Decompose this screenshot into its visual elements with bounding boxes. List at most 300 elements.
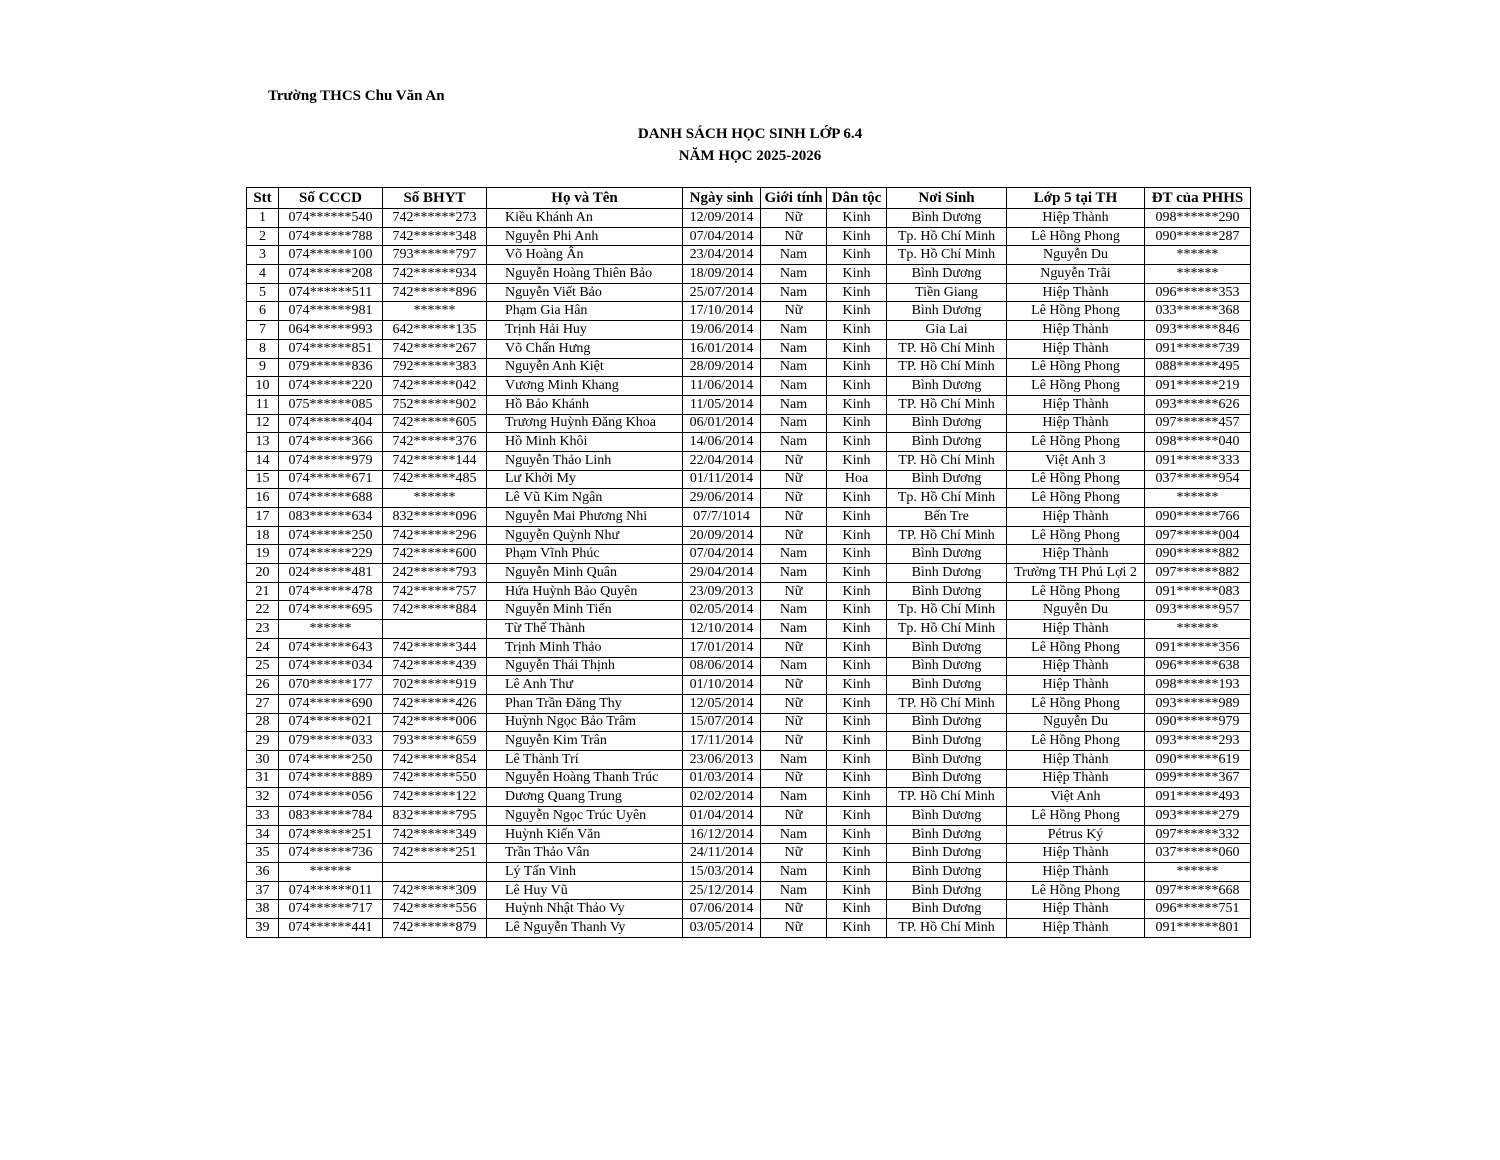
cell-gender: Nữ — [761, 694, 827, 713]
cell-gender: Nữ — [761, 919, 827, 938]
table-row — [247, 863, 1251, 882]
cell-bhyt: 742******896 — [383, 283, 487, 302]
cell-ethnicity: Kinh — [827, 414, 887, 433]
cell-birthplace: Bình Dương — [887, 657, 1007, 676]
cell-gender: Nam — [761, 321, 827, 340]
cell-parent-phone: 093******989 — [1145, 694, 1251, 713]
table-row — [247, 582, 1251, 601]
cell-bhyt: 742******556 — [383, 900, 487, 919]
cell-name: Trịnh Minh Thảo — [487, 638, 683, 657]
cell-birthplace: Bình Dương — [887, 433, 1007, 452]
table-row — [247, 508, 1251, 527]
cell-primary-school: Lê Hồng Phong — [1007, 377, 1145, 396]
cell-bhyt: 642******135 — [383, 321, 487, 340]
cell-birthdate: 07/04/2014 — [683, 227, 761, 246]
cell-parent-phone: ****** — [1145, 265, 1251, 284]
cell-ethnicity: Kinh — [827, 844, 887, 863]
cell-cccd: 079******836 — [279, 358, 383, 377]
cell-primary-school: Lê Hồng Phong — [1007, 638, 1145, 657]
cell-stt: 34 — [247, 825, 279, 844]
cell-birthplace: Bình Dương — [887, 769, 1007, 788]
table-row — [247, 732, 1251, 751]
cell-ethnicity: Kinh — [827, 489, 887, 508]
cell-ethnicity: Hoa — [827, 470, 887, 489]
cell-stt: 25 — [247, 657, 279, 676]
cell-gender: Nam — [761, 620, 827, 639]
cell-birthdate: 12/09/2014 — [683, 209, 761, 228]
table-row — [247, 676, 1251, 695]
cell-ethnicity: Kinh — [827, 919, 887, 938]
table-row — [247, 433, 1251, 452]
cell-name: Huỳnh Ngọc Bảo Trâm — [487, 713, 683, 732]
cell-gender: Nữ — [761, 638, 827, 657]
table-row — [247, 451, 1251, 470]
cell-primary-school: Lê Hồng Phong — [1007, 470, 1145, 489]
cell-birthdate: 17/11/2014 — [683, 732, 761, 751]
table-row — [247, 564, 1251, 583]
header-ethnicity: Dân tộc — [827, 188, 887, 209]
cell-birthplace: TP. Hồ Chí Minh — [887, 451, 1007, 470]
cell-birthplace: Bình Dương — [887, 750, 1007, 769]
cell-cccd: 074******979 — [279, 451, 383, 470]
table-row — [247, 283, 1251, 302]
cell-birthdate: 17/10/2014 — [683, 302, 761, 321]
cell-stt: 8 — [247, 339, 279, 358]
table-row — [247, 657, 1251, 676]
cell-ethnicity: Kinh — [827, 246, 887, 265]
cell-cccd: 074******011 — [279, 881, 383, 900]
student-table — [246, 187, 1251, 938]
cell-name: Nguyễn Minh Tiến — [487, 601, 683, 620]
cell-birthdate: 07/06/2014 — [683, 900, 761, 919]
cell-stt: 12 — [247, 414, 279, 433]
cell-birthdate: 12/05/2014 — [683, 694, 761, 713]
cell-cccd: 074******404 — [279, 414, 383, 433]
cell-ethnicity: Kinh — [827, 750, 887, 769]
table-row — [247, 919, 1251, 938]
cell-bhyt: 742******550 — [383, 769, 487, 788]
cell-primary-school: Nguyễn Du — [1007, 246, 1145, 265]
cell-gender: Nam — [761, 545, 827, 564]
header-cccd: Số CCCD — [279, 188, 383, 209]
cell-primary-school: Lê Hồng Phong — [1007, 732, 1145, 751]
cell-birthplace: Bến Tre — [887, 508, 1007, 527]
cell-stt: 7 — [247, 321, 279, 340]
table-header-row — [247, 188, 1251, 209]
cell-primary-school: Hiệp Thành — [1007, 321, 1145, 340]
cell-bhyt: 742******267 — [383, 339, 487, 358]
cell-parent-phone: 091******356 — [1145, 638, 1251, 657]
cell-ethnicity: Kinh — [827, 283, 887, 302]
cell-birthdate: 28/09/2014 — [683, 358, 761, 377]
cell-cccd: 074******851 — [279, 339, 383, 358]
cell-name: Nguyễn Quỳnh Như — [487, 526, 683, 545]
cell-birthdate: 19/06/2014 — [683, 321, 761, 340]
cell-stt: 26 — [247, 676, 279, 695]
cell-gender: Nam — [761, 395, 827, 414]
cell-cccd: 074******229 — [279, 545, 383, 564]
cell-gender: Nam — [761, 433, 827, 452]
cell-stt: 4 — [247, 265, 279, 284]
cell-name: Lê Huy Vũ — [487, 881, 683, 900]
cell-parent-phone: 093******279 — [1145, 807, 1251, 826]
cell-ethnicity: Kinh — [827, 339, 887, 358]
cell-birthdate: 03/05/2014 — [683, 919, 761, 938]
cell-stt: 33 — [247, 807, 279, 826]
cell-gender: Nữ — [761, 676, 827, 695]
cell-name: Trương Huỳnh Đăng Khoa — [487, 414, 683, 433]
cell-name: Lê Anh Thư — [487, 676, 683, 695]
cell-birthdate: 18/09/2014 — [683, 265, 761, 284]
cell-primary-school: Hiệp Thành — [1007, 414, 1145, 433]
cell-cccd: 074******717 — [279, 900, 383, 919]
cell-gender: Nam — [761, 881, 827, 900]
cell-gender: Nữ — [761, 470, 827, 489]
cell-bhyt: 832******096 — [383, 508, 487, 527]
cell-ethnicity: Kinh — [827, 676, 887, 695]
cell-parent-phone: ****** — [1145, 620, 1251, 639]
cell-bhyt: 792******383 — [383, 358, 487, 377]
cell-birthplace: Tiền Giang — [887, 283, 1007, 302]
cell-bhyt: 742******757 — [383, 582, 487, 601]
cell-bhyt: 742******273 — [383, 209, 487, 228]
cell-birthdate: 15/07/2014 — [683, 713, 761, 732]
cell-name: Nguyễn Hoàng Thanh Trúc — [487, 769, 683, 788]
cell-ethnicity: Kinh — [827, 508, 887, 527]
cell-stt: 9 — [247, 358, 279, 377]
cell-birthplace: Tp. Hồ Chí Minh — [887, 227, 1007, 246]
cell-parent-phone: 088******495 — [1145, 358, 1251, 377]
cell-stt: 29 — [247, 732, 279, 751]
cell-parent-phone: 090******979 — [1145, 713, 1251, 732]
cell-stt: 22 — [247, 601, 279, 620]
cell-parent-phone: 091******333 — [1145, 451, 1251, 470]
cell-cccd: 079******033 — [279, 732, 383, 751]
cell-parent-phone: 096******638 — [1145, 657, 1251, 676]
cell-primary-school: Hiệp Thành — [1007, 657, 1145, 676]
cell-birthdate: 16/01/2014 — [683, 339, 761, 358]
cell-name: Phạm Gia Hân — [487, 302, 683, 321]
cell-bhyt: 742******879 — [383, 919, 487, 938]
cell-cccd: 074******208 — [279, 265, 383, 284]
cell-bhyt: 742******344 — [383, 638, 487, 657]
cell-cccd: 074******250 — [279, 750, 383, 769]
cell-name: Huỳnh Nhật Thảo Vy — [487, 900, 683, 919]
cell-ethnicity: Kinh — [827, 769, 887, 788]
cell-primary-school: Lê Hồng Phong — [1007, 582, 1145, 601]
cell-gender: Nữ — [761, 732, 827, 751]
cell-birthplace: Bình Dương — [887, 900, 1007, 919]
cell-cccd: 074******688 — [279, 489, 383, 508]
cell-parent-phone: 090******287 — [1145, 227, 1251, 246]
cell-stt: 14 — [247, 451, 279, 470]
cell-name: Nguyễn Ngọc Trúc Uyên — [487, 807, 683, 826]
cell-cccd: 074******690 — [279, 694, 383, 713]
cell-primary-school: Nguyễn Trãi — [1007, 265, 1145, 284]
cell-primary-school: Lê Hồng Phong — [1007, 358, 1145, 377]
cell-cccd: 070******177 — [279, 676, 383, 695]
cell-parent-phone: 097******668 — [1145, 881, 1251, 900]
cell-stt: 2 — [247, 227, 279, 246]
cell-bhyt: ****** — [383, 489, 487, 508]
cell-ethnicity: Kinh — [827, 451, 887, 470]
cell-cccd: 074******220 — [279, 377, 383, 396]
cell-birthdate: 25/12/2014 — [683, 881, 761, 900]
table-row — [247, 414, 1251, 433]
cell-name: Nguyễn Mai Phương Nhi — [487, 508, 683, 527]
cell-stt: 30 — [247, 750, 279, 769]
school-year: NĂM HỌC 2025-2026 — [678, 148, 822, 164]
cell-parent-phone: ****** — [1145, 246, 1251, 265]
cell-gender: Nam — [761, 358, 827, 377]
cell-name: Lê Vũ Kim Ngân — [487, 489, 683, 508]
cell-birthdate: 22/04/2014 — [683, 451, 761, 470]
cell-primary-school: Hiệp Thành — [1007, 676, 1145, 695]
cell-ethnicity: Kinh — [827, 321, 887, 340]
cell-name: Nguyễn Phi Anh — [487, 227, 683, 246]
cell-gender: Nam — [761, 825, 827, 844]
cell-gender: Nam — [761, 657, 827, 676]
cell-gender: Nam — [761, 863, 827, 882]
cell-ethnicity: Kinh — [827, 807, 887, 826]
cell-ethnicity: Kinh — [827, 358, 887, 377]
cell-primary-school: Nguyễn Du — [1007, 713, 1145, 732]
header-gender: Giới tính — [761, 188, 827, 209]
cell-bhyt: 742******485 — [383, 470, 487, 489]
cell-gender: Nữ — [761, 508, 827, 527]
cell-parent-phone: 091******739 — [1145, 339, 1251, 358]
cell-name: Huỳnh Kiến Văn — [487, 825, 683, 844]
cell-ethnicity: Kinh — [827, 825, 887, 844]
cell-birthdate: 29/06/2014 — [683, 489, 761, 508]
cell-cccd: 074******671 — [279, 470, 383, 489]
cell-primary-school: Lê Hồng Phong — [1007, 694, 1145, 713]
cell-cccd: 074******981 — [279, 302, 383, 321]
cell-ethnicity: Kinh — [827, 788, 887, 807]
cell-stt: 5 — [247, 283, 279, 302]
cell-birthplace: Bình Dương — [887, 265, 1007, 284]
cell-stt: 28 — [247, 713, 279, 732]
cell-parent-phone: 093******626 — [1145, 395, 1251, 414]
cell-stt: 21 — [247, 582, 279, 601]
cell-gender: Nam — [761, 339, 827, 358]
cell-parent-phone: 097******004 — [1145, 526, 1251, 545]
cell-ethnicity: Kinh — [827, 377, 887, 396]
cell-bhyt: 742******309 — [383, 881, 487, 900]
cell-parent-phone: 097******882 — [1145, 564, 1251, 583]
cell-primary-school: Hiệp Thành — [1007, 283, 1145, 302]
cell-cccd: 074******056 — [279, 788, 383, 807]
cell-ethnicity: Kinh — [827, 638, 887, 657]
cell-birthplace: Bình Dương — [887, 881, 1007, 900]
cell-stt: 35 — [247, 844, 279, 863]
cell-bhyt: 742******426 — [383, 694, 487, 713]
cell-birthdate: 17/01/2014 — [683, 638, 761, 657]
cell-stt: 18 — [247, 526, 279, 545]
cell-birthdate: 01/11/2014 — [683, 470, 761, 489]
cell-gender: Nữ — [761, 900, 827, 919]
cell-birthdate: 02/05/2014 — [683, 601, 761, 620]
cell-birthplace: TP. Hồ Chí Minh — [887, 919, 1007, 938]
cell-ethnicity: Kinh — [827, 601, 887, 620]
table-row — [247, 227, 1251, 246]
cell-bhyt: 742******251 — [383, 844, 487, 863]
cell-birthdate: 29/04/2014 — [683, 564, 761, 583]
table-row — [247, 321, 1251, 340]
cell-stt: 38 — [247, 900, 279, 919]
cell-cccd: 074******441 — [279, 919, 383, 938]
cell-parent-phone: 093******957 — [1145, 601, 1251, 620]
cell-birthplace: Bình Dương — [887, 209, 1007, 228]
cell-gender: Nam — [761, 788, 827, 807]
cell-primary-school: Hiệp Thành — [1007, 769, 1145, 788]
table-row — [247, 788, 1251, 807]
table-row — [247, 209, 1251, 228]
header-bhyt: Số BHYT — [383, 188, 487, 209]
cell-ethnicity: Kinh — [827, 209, 887, 228]
cell-primary-school: Lê Hồng Phong — [1007, 227, 1145, 246]
cell-birthplace: Bình Dương — [887, 863, 1007, 882]
cell-birthdate: 07/04/2014 — [683, 545, 761, 564]
cell-stt: 39 — [247, 919, 279, 938]
cell-name: Nguyễn Viết Bảo — [487, 283, 683, 302]
cell-birthplace: Tp. Hồ Chí Minh — [887, 601, 1007, 620]
cell-cccd: 074******736 — [279, 844, 383, 863]
cell-name: Võ Hoàng Ân — [487, 246, 683, 265]
cell-birthdate: 02/02/2014 — [683, 788, 761, 807]
cell-bhyt: 702******919 — [383, 676, 487, 695]
cell-ethnicity: Kinh — [827, 694, 887, 713]
cell-name: Vương Minh Khang — [487, 377, 683, 396]
cell-birthdate: 11/05/2014 — [683, 395, 761, 414]
cell-parent-phone: 097******332 — [1145, 825, 1251, 844]
cell-ethnicity: Kinh — [827, 395, 887, 414]
cell-bhyt: ****** — [383, 302, 487, 321]
cell-primary-school: Lê Hồng Phong — [1007, 807, 1145, 826]
cell-cccd: ****** — [279, 863, 383, 882]
cell-ethnicity: Kinh — [827, 900, 887, 919]
cell-stt: 27 — [247, 694, 279, 713]
cell-birthplace: Bình Dương — [887, 732, 1007, 751]
cell-parent-phone: 098******193 — [1145, 676, 1251, 695]
cell-primary-school: Hiệp Thành — [1007, 545, 1145, 564]
cell-birthdate: 01/10/2014 — [683, 676, 761, 695]
cell-birthplace: Bình Dương — [887, 302, 1007, 321]
cell-birthdate: 06/01/2014 — [683, 414, 761, 433]
cell-stt: 20 — [247, 564, 279, 583]
cell-gender: Nữ — [761, 526, 827, 545]
table-row — [247, 265, 1251, 284]
cell-cccd: ****** — [279, 620, 383, 639]
cell-parent-phone: 091******493 — [1145, 788, 1251, 807]
cell-bhyt: 742******348 — [383, 227, 487, 246]
cell-bhyt: 742******600 — [383, 545, 487, 564]
cell-parent-phone: 098******290 — [1145, 209, 1251, 228]
cell-gender: Nam — [761, 246, 827, 265]
cell-parent-phone: 090******882 — [1145, 545, 1251, 564]
cell-parent-phone: 096******751 — [1145, 900, 1251, 919]
cell-cccd: 064******993 — [279, 321, 383, 340]
cell-bhyt: 742******439 — [383, 657, 487, 676]
cell-gender: Nam — [761, 601, 827, 620]
cell-birthdate: 07/7/1014 — [683, 508, 761, 527]
cell-primary-school: Lê Hồng Phong — [1007, 489, 1145, 508]
cell-gender: Nữ — [761, 807, 827, 826]
cell-cccd: 074******643 — [279, 638, 383, 657]
cell-birthplace: Tp. Hồ Chí Minh — [887, 246, 1007, 265]
cell-ethnicity: Kinh — [827, 620, 887, 639]
cell-birthplace: TP. Hồ Chí Minh — [887, 395, 1007, 414]
table-row — [247, 769, 1251, 788]
cell-bhyt: 793******659 — [383, 732, 487, 751]
cell-birthdate: 25/07/2014 — [683, 283, 761, 302]
cell-birthplace: Tp. Hồ Chí Minh — [887, 489, 1007, 508]
cell-cccd: 074******788 — [279, 227, 383, 246]
cell-stt: 16 — [247, 489, 279, 508]
cell-birthdate: 14/06/2014 — [683, 433, 761, 452]
document-title: DANH SÁCH HỌC SINH LỚP 6.4 — [637, 126, 863, 142]
cell-birthdate: 01/03/2014 — [683, 769, 761, 788]
cell-bhyt: 742******144 — [383, 451, 487, 470]
cell-stt: 19 — [247, 545, 279, 564]
cell-gender: Nam — [761, 414, 827, 433]
cell-name: Trịnh Hải Huy — [487, 321, 683, 340]
cell-parent-phone: 090******766 — [1145, 508, 1251, 527]
cell-cccd: 074******034 — [279, 657, 383, 676]
cell-bhyt: 793******797 — [383, 246, 487, 265]
cell-parent-phone: ****** — [1145, 489, 1251, 508]
cell-cccd: 074******251 — [279, 825, 383, 844]
cell-ethnicity: Kinh — [827, 433, 887, 452]
table-row — [247, 358, 1251, 377]
header-primary-school: Lớp 5 tại TH — [1007, 188, 1145, 209]
cell-bhyt: 742******349 — [383, 825, 487, 844]
cell-primary-school: Hiệp Thành — [1007, 209, 1145, 228]
cell-primary-school: Lê Hồng Phong — [1007, 433, 1145, 452]
cell-stt: 1 — [247, 209, 279, 228]
cell-gender: Nam — [761, 377, 827, 396]
cell-primary-school: Pétrus Ký — [1007, 825, 1145, 844]
cell-cccd: 083******634 — [279, 508, 383, 527]
cell-ethnicity: Kinh — [827, 582, 887, 601]
cell-name: Dương Quang Trung — [487, 788, 683, 807]
cell-stt: 15 — [247, 470, 279, 489]
cell-gender: Nữ — [761, 227, 827, 246]
cell-birthdate: 23/06/2013 — [683, 750, 761, 769]
cell-birthplace: TP. Hồ Chí Minh — [887, 788, 1007, 807]
cell-name: Nguyễn Thảo Linh — [487, 451, 683, 470]
table-row — [247, 545, 1251, 564]
cell-gender: Nữ — [761, 713, 827, 732]
cell-parent-phone: 096******353 — [1145, 283, 1251, 302]
cell-parent-phone: 098******040 — [1145, 433, 1251, 452]
cell-parent-phone: 091******083 — [1145, 582, 1251, 601]
cell-birthdate: 23/09/2013 — [683, 582, 761, 601]
table-row — [247, 489, 1251, 508]
cell-name: Phạm Vĩnh Phúc — [487, 545, 683, 564]
cell-birthplace: Bình Dương — [887, 713, 1007, 732]
table-row — [247, 526, 1251, 545]
cell-name: Lý Tấn Vinh — [487, 863, 683, 882]
cell-primary-school: Hiệp Thành — [1007, 900, 1145, 919]
table-row — [247, 339, 1251, 358]
cell-parent-phone: 093******846 — [1145, 321, 1251, 340]
cell-stt: 36 — [247, 863, 279, 882]
table-row — [247, 601, 1251, 620]
table-row — [247, 844, 1251, 863]
cell-name: Trần Thảo Vân — [487, 844, 683, 863]
cell-stt: 3 — [247, 246, 279, 265]
